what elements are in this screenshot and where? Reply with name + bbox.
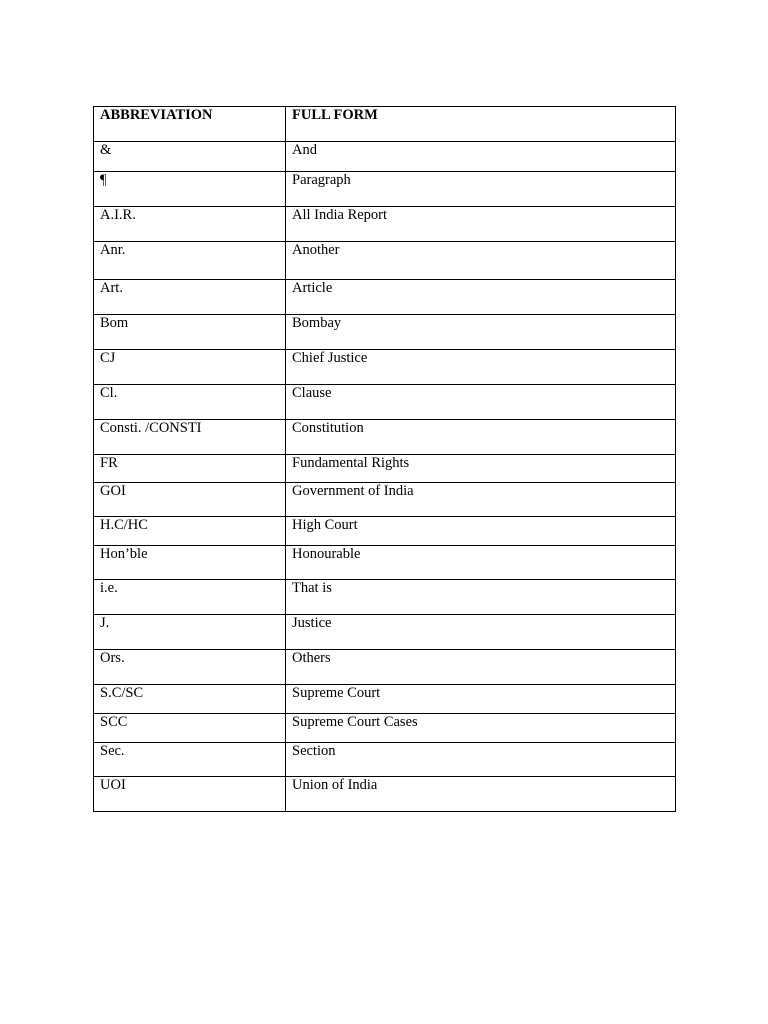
table-row — [94, 455, 676, 483]
header-full-form: FULL FORM — [286, 107, 676, 142]
abbreviation-cell: Consti. /CONSTI — [94, 420, 286, 455]
table-row — [94, 420, 676, 455]
table-row — [94, 714, 676, 743]
table-row — [94, 385, 676, 420]
full-form-cell: Chief Justice — [286, 350, 676, 385]
table-row — [94, 142, 676, 172]
abbreviation-cell: A.I.R. — [94, 207, 286, 242]
table-row — [94, 517, 676, 546]
abbreviation-table — [93, 106, 676, 812]
table-row — [94, 650, 676, 685]
header-abbreviation: ABBREVIATION — [94, 107, 286, 142]
abbreviation-cell: i.e. — [94, 580, 286, 615]
abbreviation-cell: GOI — [94, 483, 286, 517]
table-body — [94, 142, 676, 812]
table-row — [94, 580, 676, 615]
abbreviation-cell: Bom — [94, 315, 286, 350]
table-row — [94, 172, 676, 207]
table-row — [94, 615, 676, 650]
table-row — [94, 242, 676, 280]
table-row — [94, 207, 676, 242]
abbreviation-cell: Art. — [94, 280, 286, 315]
abbreviation-cell: ¶ — [94, 172, 286, 207]
full-form-cell: That is — [286, 580, 676, 615]
abbreviation-cell: UOI — [94, 777, 286, 812]
abbreviation-cell: J. — [94, 615, 286, 650]
table-row — [94, 743, 676, 777]
full-form-cell: Bombay — [286, 315, 676, 350]
full-form-cell: Another — [286, 242, 676, 280]
abbreviation-cell: & — [94, 142, 286, 172]
full-form-cell: Others — [286, 650, 676, 685]
abbreviation-cell: Hon’ble — [94, 546, 286, 580]
full-form-cell: All India Report — [286, 207, 676, 242]
full-form-cell: Article — [286, 280, 676, 315]
table-row — [94, 315, 676, 350]
abbreviation-cell: CJ — [94, 350, 286, 385]
abbreviation-cell: Anr. — [94, 242, 286, 280]
abbreviation-cell: SCC — [94, 714, 286, 743]
full-form-cell: Justice — [286, 615, 676, 650]
full-form-cell: Paragraph — [286, 172, 676, 207]
full-form-cell: Section — [286, 743, 676, 777]
abbreviation-cell: Ors. — [94, 650, 286, 685]
table-header — [94, 107, 676, 142]
table-row — [94, 280, 676, 315]
full-form-cell: Clause — [286, 385, 676, 420]
abbreviation-cell: S.C/SC — [94, 685, 286, 714]
full-form-cell: Supreme Court — [286, 685, 676, 714]
table-row — [94, 685, 676, 714]
full-form-cell: High Court — [286, 517, 676, 546]
full-form-cell: Constitution — [286, 420, 676, 455]
header-row — [94, 107, 676, 142]
table-row — [94, 350, 676, 385]
full-form-cell: Honourable — [286, 546, 676, 580]
table-row — [94, 546, 676, 580]
table-row — [94, 483, 676, 517]
full-form-cell: Supreme Court Cases — [286, 714, 676, 743]
full-form-cell: Union of India — [286, 777, 676, 812]
full-form-cell: Government of India — [286, 483, 676, 517]
full-form-cell: Fundamental Rights — [286, 455, 676, 483]
table-row — [94, 777, 676, 812]
full-form-cell: And — [286, 142, 676, 172]
abbreviation-cell: Sec. — [94, 743, 286, 777]
abbreviation-cell: FR — [94, 455, 286, 483]
abbreviation-cell: Cl. — [94, 385, 286, 420]
abbreviation-cell: H.C/HC — [94, 517, 286, 546]
